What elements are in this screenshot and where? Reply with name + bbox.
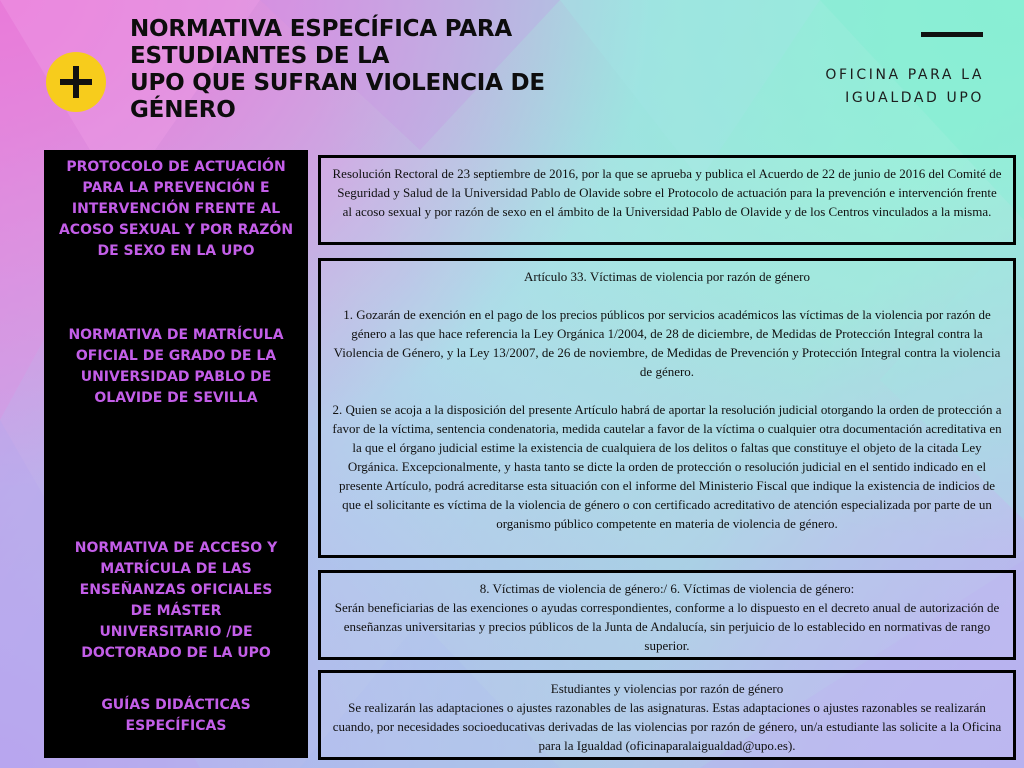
category-line: OFICIAL DE GRADO DE LA (75, 348, 277, 364)
category-line: DE SEXO EN LA UPO (97, 243, 255, 259)
category-line: DOCTORADO DE LA UPO (81, 645, 271, 661)
page-title (130, 16, 610, 124)
page-title-line: GÉNERO (130, 97, 236, 123)
category-line: ENSEÑANZAS OFICIALES (79, 582, 273, 598)
page-title-line: NORMATIVA ESPECÍFICA PARA (130, 16, 513, 42)
category-line: OLAVIDE DE SEVILLA (94, 390, 258, 406)
category-line: NORMATIVA DE ACCESO Y (74, 540, 278, 556)
box-text: Resolución Rectoral de 23 septiembre de 2016, por la que se aprueba y publica el Acuerdo de 22 de junio de 2016 del Comité de Seguridad y Salud de la Universidad Pablo de Olavide sobre el Protocolo de actuación para la prevención e intervención frente al acoso sexual y por razón de sexo en el ámbito de la Universidad Pablo de Olavide y de los Centros vinculados a la misma. (332, 166, 1002, 219)
header-divider (921, 32, 983, 37)
category-line: ACOSO SEXUAL Y POR RAZÓN (58, 222, 294, 238)
category-line: INTERVENCIÓN FRENTE AL (71, 201, 281, 217)
content-box-guias (318, 670, 1016, 760)
box-heading: 8. Víctimas de violencia de género:/ 6. Víctimas de violencia de género: (479, 581, 855, 596)
box-text: Serán beneficiarias de las exenciones o ayudas correspondientes, conforme a lo dispuesto en el decreto anual de autorización de enseñanzas universitarias y precios públicos de la Junta de Andalucía, sin perjuicio de lo establecido en normativas de rango superior. (334, 600, 1000, 653)
category-panel (44, 150, 308, 758)
plus-badge (46, 52, 106, 112)
office-name-line: IGUALDAD UPO (845, 90, 984, 106)
category-line: PARA LA PREVENCIÓN E (82, 180, 270, 196)
category-protocolo (44, 157, 308, 262)
box-heading: Estudiantes y violencias por razón de género (550, 681, 784, 696)
category-line: MATRÍCULA DE LAS (100, 561, 252, 577)
category-line: PROTOCOLO DE ACTUACIÓN (66, 159, 286, 175)
office-name-line: OFICINA PARA LA (825, 67, 984, 83)
category-line: GUÍAS DIDÁCTICAS (101, 697, 251, 713)
page-title-line: ESTUDIANTES DE LA (130, 43, 390, 69)
content-box-master-doctorado (318, 570, 1016, 660)
category-line: DE MÁSTER (130, 603, 222, 619)
category-line: UNIVERSIDAD PABLO DE (80, 369, 272, 385)
category-line: NORMATIVA DE MATRÍCULA (68, 327, 284, 343)
box-text: 2. Quien se acoja a la disposición del presente Artículo habrá de aportar la resolución judicial otorgando la orden de protección a favor de la víctima, sentencia condenatoria, medida cautelar a favor de la víctima o cualquier otra documentación acreditativa en la que el órgano judicial estime la existencia de cualquiera de los delitos o faltas que constituye el objeto de la citada Ley Orgánica. Excepcionalmente, y hasta tanto se dicte la orden de protección o resolución judicial en el sentido indicado en el presente Artículo, podrá acreditarse esta situación con el informe del Ministerio Fiscal que indique la existencia de indicios de que el solicitante es víctima de la violencia de género o con certificado acreditativo de atención especializada por parte de un organismo público competente en materia de violencia de género. (332, 402, 1002, 531)
content-box-matricula-grado (318, 258, 1016, 558)
box-heading: Artículo 33. Víctimas de violencia por razón de género (523, 269, 811, 284)
box-text: 1. Gozarán de exención en el pago de los precios públicos por servicios académicos las víctimas de la violencia por razón de género a las que hace referencia la Ley Orgánica 1/2004, de 28 de diciembre, de Medidas de Protección Integral contra la Violencia de Género, y la Ley 13/2007, de 26 de noviembre, de Medidas de Prevención y Protección Integral contra la violencia de género. (333, 307, 1001, 379)
content-box-protocolo (318, 155, 1016, 245)
category-master-doctorado (44, 538, 308, 664)
category-guias (44, 695, 308, 737)
box-text: Se realizarán las adaptaciones o ajustes razonables de las asignaturas. Estas adaptaciones o ajustes razonables se realizarán cuando, por necesidades socioeducativas derivadas de las violencias por razón de género, un/a estudiante las solicite a la Oficina para la Igualdad (oficinaparalaigualdad@upo.es). (332, 700, 1002, 753)
plus-icon (46, 52, 106, 112)
category-matricula-grado (44, 325, 308, 409)
page-title-line: UPO QUE SUFRAN VIOLENCIA DE (130, 70, 545, 96)
office-name (764, 64, 984, 110)
category-line: ESPECÍFICAS (125, 718, 227, 734)
category-line: UNIVERSITARIO /DE (99, 624, 253, 640)
